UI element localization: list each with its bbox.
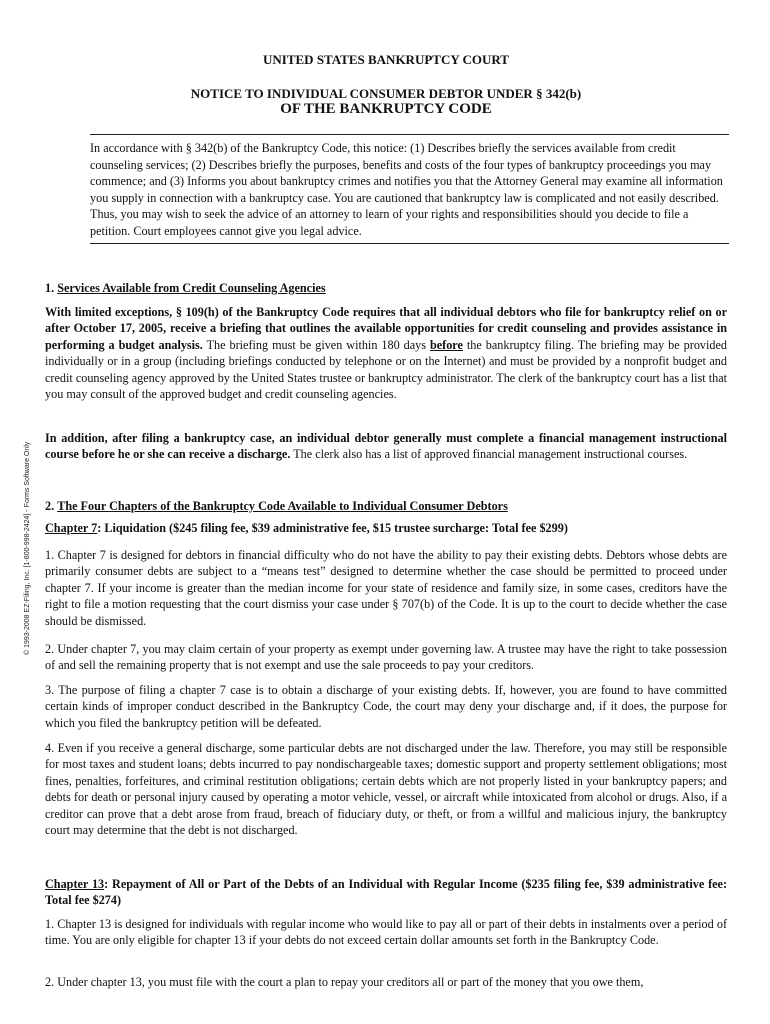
section1-p1-text-a: The briefing must be given within 180 days bbox=[202, 337, 430, 352]
section1-title: Services Available from Credit Counseling Agencies bbox=[57, 281, 326, 295]
section2-title: The Four Chapters of the Bankruptcy Code Available to Individual Consumer Debtors bbox=[57, 499, 508, 513]
notice-heading: NOTICE TO INDIVIDUAL CONSUMER DEBTOR UNDER § 342(b) bbox=[190, 86, 582, 101]
chapter13-label: Chapter 13 bbox=[45, 877, 105, 891]
chapter7-paragraph3: 3. The purpose of filing a chapter 7 case is to obtain a discharge of your existing debts. If, however, you are found to have committed certain kinds of improper conduct described in the Bankruptcy Code, the court may deny your discharge and, if it does, the purpose for which you filed the bankruptcy petition will be defeated. bbox=[45, 683, 727, 730]
chapter13-heading bbox=[45, 876, 727, 909]
section1-p1-text-b: the bankruptcy filing. The briefing may be provided individually or in a group (including briefings conducted by telephone or on the Internet) and must be provided by a nonprofit budget and credit counseling agency approved by the United States trustee or bankruptcy administrator. The clerk of the bankruptcy court has a list that you may consult of the approved budget and credit counseling agencies. bbox=[45, 337, 727, 402]
section1-paragraph1 bbox=[45, 304, 727, 402]
chapter13-paragraph2: 2. Under chapter 13, you must file with the court a plan to repay your creditors all or part of the money that you owe them, bbox=[45, 975, 644, 989]
chapter7-paragraph2: 2. Under chapter 7, you may claim certain of your property as exempt under governing law. A trustee may have the right to take possession of and sell the remaining property that is not exempt and use the sale proceeds to pay your creditors. bbox=[45, 642, 727, 673]
chapter7-paragraph4: 4. Even if you receive a general discharge, some particular debts are not discharged under the law. Therefore, you may still be responsible for most taxes and student loans; debts incurred to pay nondischargeable taxes; domestic support and property settlement obligations; most fines, penalties, forfeitures, and criminal restitution obligations; certain debts which are not properly listed in your bankruptcy papers; and debts for death or personal injury caused by operating a motor vehicle, vessel, or aircraft while intoxicated from alcohol or drugs. Also, if a creditor can prove that a debt arose from fraud, breach of fiduciary duty, or theft, or from a willful and malicious injury, the bankruptcy court may determine that the debt is not discharged. bbox=[45, 741, 727, 838]
chapter13-paragraph1: 1. Chapter 13 is designed for individuals with regular income who would like to pay all or part of their debts in instalments over a period of time. You are only eligible for chapter 13 if your debts do not exceed certain dollar amounts set forth in the Bankruptcy Code. bbox=[45, 917, 727, 948]
section1-number: 1. bbox=[45, 281, 55, 295]
chapter7-paragraph1: 1. Chapter 7 is designed for debtors in financial difficulty who do not have the ability to pay their existing debts. Debtors whose debts are primarily consumer debts are subject to a “means test” designed to determine whether the case should be permitted to proceed under chapter 7. If your income is greater than the median income for your state of residence and family size, in some cases, creditors have the right to file a motion requesting that the court dismiss your case under § 707(b) of the Code. It is up to the court to decide whether the case should be dismissed. bbox=[45, 548, 727, 628]
court-heading: UNITED STATES BANKRUPTCY COURT bbox=[263, 52, 509, 67]
copyright-side-note: © 1993-2008 EZ-Filing, Inc. [1-800-998-2424] - Forms Software Only bbox=[24, 441, 31, 655]
section2-number: 2. bbox=[45, 499, 55, 513]
chapter13-title: : Repayment of All or Part of the Debts of an Individual with Regular Income ($235 filing fee, $39 administrative fee: Total fee $274) bbox=[45, 877, 728, 908]
chapter7-heading bbox=[45, 520, 727, 536]
section1-paragraph2 bbox=[45, 430, 727, 463]
intro-box: In accordance with § 342(b) of the Bankruptcy Code, this notice: (1) Describes briefly the services available from credit counseling services; (2) Describes briefly the purposes, benefits and costs of the four types of bankruptcy proceedings you may commence; and (3) Informs you about bankruptcy crimes and notifies you that the Attorney General may examine all information you supply in connection with a bankruptcy case. You are cautioned that bankruptcy law is complicated and not easily described. Thus, you may wish to seek the advice of an attorney to learn of your rights and responsibilities should you decide to file a petition. Court employees cannot give you legal advice. bbox=[90, 134, 729, 244]
code-heading: OF THE BANKRUPTCY CODE bbox=[280, 101, 492, 117]
section1-p2-text: The clerk also has a list of approved financial management instructional courses. bbox=[290, 447, 688, 462]
section2-heading bbox=[45, 498, 727, 514]
section1-p1-before: before bbox=[429, 337, 463, 352]
chapter7-title: : Liquidation ($245 filing fee, $39 administrative fee, $15 trustee surcharge: Total fee $299) bbox=[97, 521, 568, 535]
section1-heading bbox=[45, 280, 727, 296]
chapter7-label: Chapter 7 bbox=[45, 521, 98, 535]
section1-p2-bold: In addition, after filing a bankruptcy case, an individual debtor generally must complete a financial management instructional course before he or she can receive a discharge. bbox=[45, 431, 727, 462]
section1-p1-bold: With limited exceptions, § 109(h) of the Bankruptcy Code requires that all individual debtors who file for bankruptcy relief on or after October 17, 2005, receive a briefing that outlines the available opportunities for credit counseling and provides assistance in performing a budget analysis. bbox=[45, 305, 727, 352]
